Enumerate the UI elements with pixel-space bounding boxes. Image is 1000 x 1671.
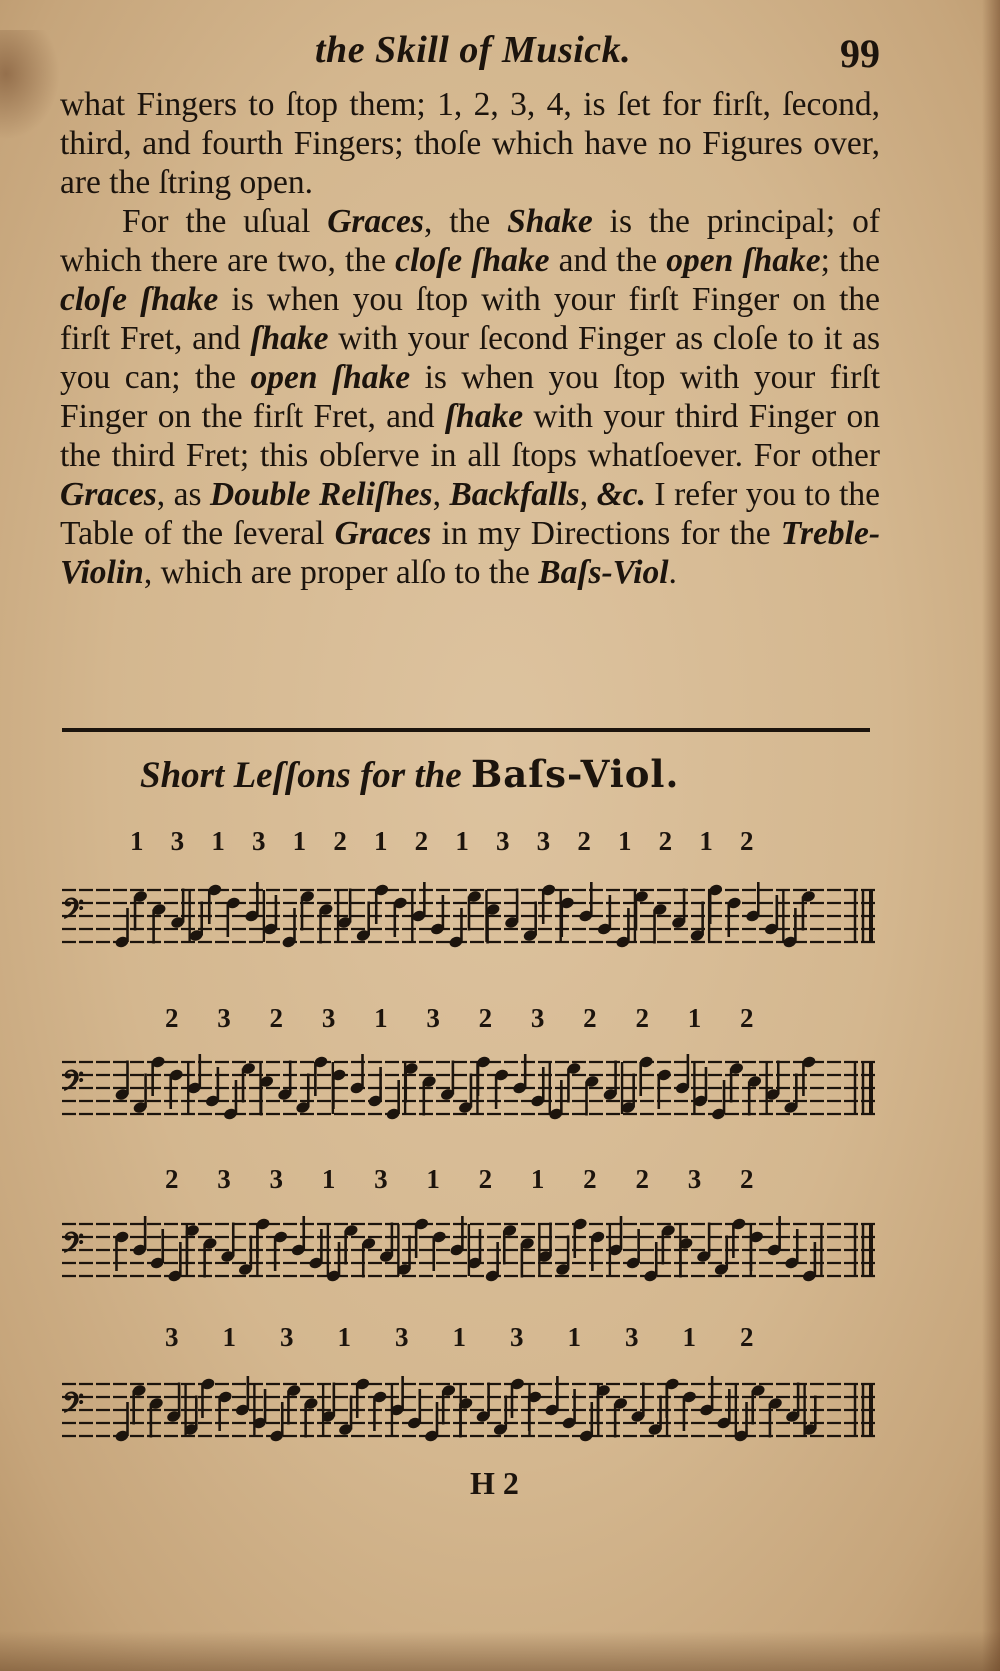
text-run: what Fingers to ſtop them; 1, 2, 3, 4, is ſet for firſt, ſecond, third, and fourth Fingers; thoſe which have no Figures over, are the ſtring open. — [60, 86, 880, 201]
text-run: , — [432, 476, 450, 513]
finger-number: 2 — [414, 826, 429, 856]
finger-number: 3 — [395, 1322, 409, 1352]
body-text — [60, 85, 880, 592]
finger-number: 2 — [269, 1003, 284, 1033]
finger-number: 3 — [252, 826, 266, 856]
italic-term: Backfalls — [449, 476, 580, 513]
text-run: is the principal; of which there are two, the — [60, 203, 880, 279]
italic-term: Graces — [60, 476, 157, 513]
bass-clef-icon: 𝄢 — [62, 1226, 84, 1267]
italic-term: open ſhake — [666, 242, 821, 279]
section-title-blackletter: Baſs-Viol. — [470, 752, 680, 796]
page-number: 99 — [840, 31, 880, 76]
signature-mark: H 2 — [470, 1465, 519, 1501]
finger-number: 1 — [292, 826, 307, 856]
text-run: with your ſecond Finger as cloſe to it as you can; the — [60, 320, 880, 396]
finger-number: 1 — [130, 826, 144, 856]
finger-number: 1 — [222, 1322, 236, 1352]
lesson-4-fingering — [60, 1322, 880, 1358]
text-run: , the — [423, 203, 508, 240]
text-run: . — [668, 554, 677, 591]
text-run: with your third Finger on the third Fret; this obſerve in all ſtops whatſoever. For other — [60, 398, 880, 474]
finger-number: 2 — [577, 826, 591, 856]
finger-number: 3 — [496, 826, 510, 856]
finger-number: 3 — [321, 1003, 336, 1033]
italic-term: Graces — [334, 515, 432, 552]
finger-number: 2 — [635, 1164, 649, 1194]
music-staff — [62, 876, 877, 976]
bass-clef-icon: 𝄢 — [62, 892, 84, 933]
italic-term: ſhake — [250, 320, 329, 357]
music-staff — [62, 1210, 877, 1310]
finger-number: 1 — [530, 1164, 545, 1194]
finger-number: 2 — [740, 1164, 754, 1194]
text-run: and the — [549, 242, 667, 279]
finger-number: 2 — [165, 1003, 179, 1033]
finger-number: 3 — [170, 826, 185, 856]
finger-number: 3 — [687, 1164, 702, 1194]
text-run: For the uſual — [122, 203, 328, 240]
lesson-3-staff — [62, 1210, 877, 1310]
text-run: is when you ſtop with your firſt Finger on the firſt Fret, and — [60, 359, 881, 435]
finger-number: 1 — [618, 826, 632, 856]
page-bottom-shadow — [0, 1631, 1000, 1671]
music-staff — [62, 1048, 877, 1148]
finger-number: 3 — [217, 1164, 231, 1194]
finger-number: 3 — [625, 1322, 639, 1352]
music-staff — [62, 1370, 877, 1470]
text-run: , as — [156, 476, 211, 513]
finger-number: 1 — [699, 826, 713, 856]
finger-number: 1 — [455, 826, 469, 856]
text-run: ; the — [820, 242, 881, 279]
lesson-4-staff — [62, 1370, 877, 1470]
section-title-italic: Short Leſſons for the — [140, 755, 462, 796]
finger-number: 3 — [269, 1164, 284, 1194]
finger-number: 3 — [426, 1003, 440, 1033]
finger-number: 3 — [530, 1003, 545, 1033]
section-rule — [62, 728, 870, 732]
finger-number: 1 — [321, 1164, 336, 1194]
finger-number: 3 — [374, 1164, 388, 1194]
finger-number: 1 — [452, 1322, 466, 1352]
italic-term: Graces — [327, 203, 424, 240]
bass-clef-icon: 𝄢 — [62, 1386, 84, 1427]
finger-number: 1 — [211, 826, 225, 856]
finger-number: 3 — [510, 1322, 524, 1352]
finger-number: 1 — [682, 1322, 696, 1352]
text-run: is when you ſtop with your firſt Finger on the firſt Fret, and — [60, 281, 880, 357]
finger-number: 2 — [478, 1164, 493, 1194]
finger-number: 1 — [337, 1322, 351, 1352]
italic-term: Baſs-Viol — [538, 554, 669, 591]
finger-number: 2 — [583, 1003, 597, 1033]
page-stain — [0, 30, 60, 140]
italic-term: open ſhake — [250, 359, 411, 396]
finger-number: 3 — [536, 826, 551, 856]
paragraph — [60, 202, 880, 592]
finger-number: 2 — [333, 826, 347, 856]
finger-number: 2 — [740, 1003, 754, 1033]
italic-term: Shake — [507, 203, 593, 240]
finger-number: 2 — [740, 826, 754, 856]
finger-number: 2 — [583, 1164, 597, 1194]
finger-number: 2 — [165, 1164, 179, 1194]
lesson-1-staff — [62, 876, 877, 976]
finger-number: 3 — [165, 1322, 179, 1352]
finger-number: 1 — [374, 826, 388, 856]
finger-number: 1 — [374, 1003, 388, 1033]
text-run: in my Directions for the — [431, 515, 781, 552]
italic-term: &c. — [596, 476, 646, 513]
page-edge-shadow — [982, 0, 1000, 1671]
lesson-1-fingering — [60, 826, 880, 862]
finger-number: 2 — [740, 1322, 754, 1352]
italic-term: Double Reliſhes — [210, 476, 433, 513]
italic-term: cloſe ſhake — [395, 242, 550, 279]
text-run: , — [579, 476, 597, 513]
finger-number: 2 — [478, 1003, 493, 1033]
running-head — [60, 28, 880, 88]
finger-number: 1 — [567, 1322, 581, 1352]
finger-number: 1 — [426, 1164, 440, 1194]
paragraph — [60, 85, 880, 202]
section-title — [140, 752, 679, 797]
text-run: , which are proper alſo to the — [143, 554, 539, 591]
finger-number: 3 — [280, 1322, 294, 1352]
running-head-title: the Skill of Musick. — [315, 29, 632, 71]
lesson-2-staff — [62, 1048, 877, 1148]
lesson-3-fingering — [60, 1164, 880, 1200]
finger-number: 3 — [217, 1003, 231, 1033]
italic-term: cloſe ſhake — [60, 281, 219, 318]
finger-number: 2 — [658, 826, 673, 856]
lesson-2-fingering — [60, 1003, 880, 1039]
text-run: I refer you to the Table of the ſeveral — [60, 476, 881, 552]
finger-number: 1 — [687, 1003, 702, 1033]
finger-number: 2 — [635, 1003, 649, 1033]
italic-term: Treble-Violin — [60, 515, 880, 591]
italic-term: ſhake — [444, 398, 524, 435]
bass-clef-icon: 𝄢 — [62, 1064, 84, 1105]
